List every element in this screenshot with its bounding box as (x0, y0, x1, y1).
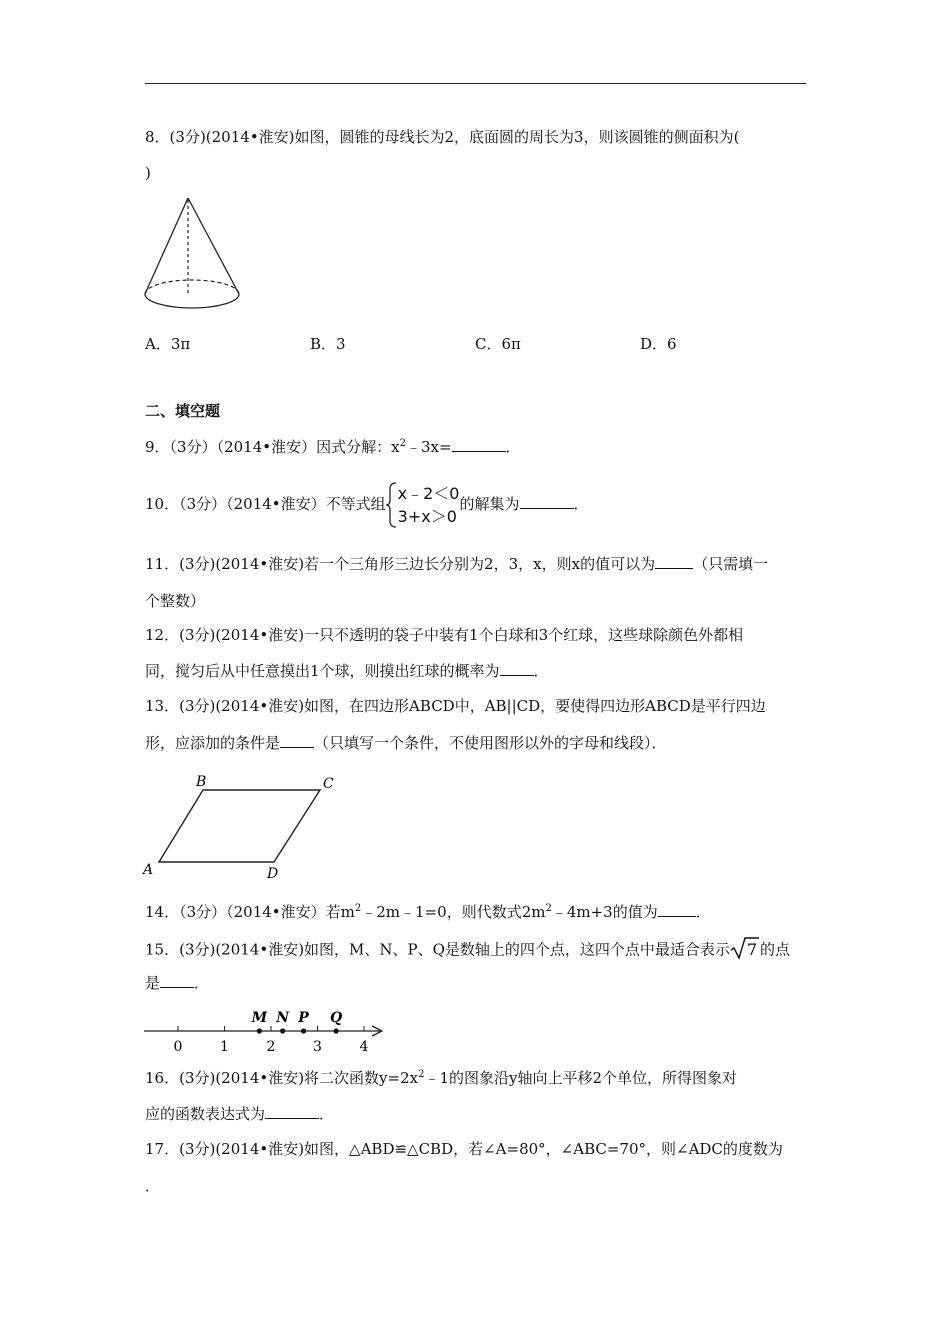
q10-inequality-2: 3+x＞0 (397, 507, 457, 526)
point-q (334, 1028, 339, 1033)
inequality-system (386, 482, 460, 528)
q15-text-2: 是 (145, 974, 161, 992)
q14-exponent-2: 2 (545, 903, 552, 914)
q9-line (145, 437, 521, 457)
sqrt-seven (730, 936, 760, 965)
q12-line1: 12．(3分)(2014•淮安)一只不透明的袋子中装有1个白球和3个红球，这些球除颜色外都相 (145, 626, 744, 644)
parallelogram-abcd (159, 790, 320, 862)
q9-prefix: 9．（3分）（2014•淮安）因式分解：x (145, 438, 400, 456)
q16-line2 (145, 1104, 334, 1124)
vertex-label-d: D (267, 866, 279, 882)
q9-end: ． (505, 438, 521, 456)
q11-text-end: （只需填一 (693, 555, 769, 573)
q16-text: 应的函数表达式为 (145, 1105, 266, 1123)
q12-line2 (145, 661, 549, 681)
q11-line1 (145, 554, 768, 574)
q16-answer-blank[interactable] (265, 1104, 319, 1119)
q15-line2 (145, 973, 209, 993)
tick-label: 1 (220, 1039, 229, 1055)
q9-rest: ﹣3x= (405, 438, 452, 456)
q8-option-c[interactable]: C．6π (475, 335, 521, 353)
left-brace-icon (386, 482, 398, 528)
q10-suffix: 的解集为 (459, 495, 520, 513)
q16-line1 (145, 1068, 737, 1088)
tick-label: 0 (173, 1039, 183, 1055)
number-line-figure (140, 1002, 390, 1058)
q14-end: ． (695, 903, 711, 921)
q8-option-d[interactable]: D．6 (640, 335, 677, 353)
q14-exponent-1: 2 (354, 903, 362, 914)
q11-text: 11．(3分)(2014•淮安)若一个三角形三边长分别为2，3，x，则x的值可以为 (145, 555, 656, 573)
vertex-label-a: A (143, 862, 154, 878)
q17-line1: 17．(3分)(2014•淮安)如图，△ABD≌△CBD，若∠A=80°，∠ABC=70°，则∠ADC的度数为 (145, 1140, 783, 1158)
q14-part1: 14．（3分）（2014•淮安）若m (145, 903, 355, 921)
tick-label: 3 (313, 1039, 322, 1055)
q9-answer-blank[interactable] (452, 437, 506, 452)
q10-end: ． (573, 495, 589, 513)
q8-line2: ) (145, 164, 151, 182)
point-p (301, 1028, 306, 1033)
q14-part2: ﹣2m﹣1=0，则代数式2m (361, 903, 546, 921)
point-label-p: P (298, 1010, 309, 1026)
cone-figure (140, 192, 245, 317)
point-label-q: Q (329, 1010, 343, 1026)
q8-option-a[interactable]: A．3π (145, 335, 191, 353)
parallelogram-figure (140, 770, 345, 885)
q11-line2: 个整数） (145, 592, 206, 610)
q16-exponent: 2 (418, 1069, 425, 1080)
q14-part3: ﹣4m+3的值为 (551, 903, 658, 921)
q17-line2: ． (145, 1177, 161, 1195)
q10-answer-blank[interactable] (520, 494, 574, 509)
q13-line2 (145, 733, 667, 753)
vertex-label-b: B (196, 774, 207, 790)
q15-text-end: 的点 (759, 940, 790, 959)
q12-text: 同，搅匀后从中任意摸出1个球，则摸出红球的概率为 (145, 662, 500, 680)
q8-option-b[interactable]: B．3 (310, 335, 346, 353)
q15-text: 15．(3分)(2014•淮安)如图，M、N、P、Q是数轴上的四个点，这四个点中最适合表示 (145, 940, 730, 959)
q16-part1: 16．(3分)(2014•淮安)将二次函数y=2x (145, 1069, 419, 1087)
radical-sign-icon (730, 936, 760, 960)
header-rule (145, 83, 806, 84)
q9-exponent: 2 (399, 438, 406, 449)
q16-part2: ﹣1的图象沿y轴向上平移2个单位，所得图象对 (424, 1069, 738, 1087)
point-n (280, 1028, 285, 1033)
sqrt-radicand: 7 (746, 940, 758, 959)
q10-line (145, 481, 589, 527)
q13-text: 形，应添加的条件是 (145, 734, 281, 752)
q12-end: ． (533, 662, 549, 680)
q15-end: ． (194, 974, 210, 992)
q14-answer-blank[interactable] (658, 902, 696, 917)
q10-inequality-1: x﹣2＜0 (397, 484, 460, 503)
q12-answer-blank[interactable] (500, 661, 534, 676)
q13-text-end: （只填写一个条件，不使用图形以外的字母和线段）． (314, 734, 667, 752)
q15-line1 (145, 936, 790, 965)
vertex-label-c: C (323, 776, 334, 792)
q8-line1: 8．(3分)(2014•淮安)如图，圆锥的母线长为2，底面圆的周长为3，则该圆锥的侧面积为( (145, 128, 740, 146)
point-m (257, 1028, 262, 1033)
q13-answer-blank[interactable] (280, 733, 314, 748)
q16-end: ． (319, 1105, 335, 1123)
point-label-n: N (276, 1010, 290, 1026)
q15-answer-blank[interactable] (160, 973, 194, 988)
q13-line1: 13．(3分)(2014•淮安)如图，在四边形ABCD中，AB||CD，要使得四边形ABCD是平行四边 (145, 697, 766, 715)
q14-line (145, 902, 711, 922)
q10-prefix: 10．（3分）（2014•淮安）不等式组 (145, 495, 386, 513)
point-label-m: M (251, 1010, 268, 1026)
tick-label: 2 (266, 1039, 276, 1055)
tick-label: 4 (359, 1039, 369, 1055)
section-title: 二、填空题 (145, 402, 221, 420)
q11-answer-blank[interactable] (655, 554, 693, 569)
